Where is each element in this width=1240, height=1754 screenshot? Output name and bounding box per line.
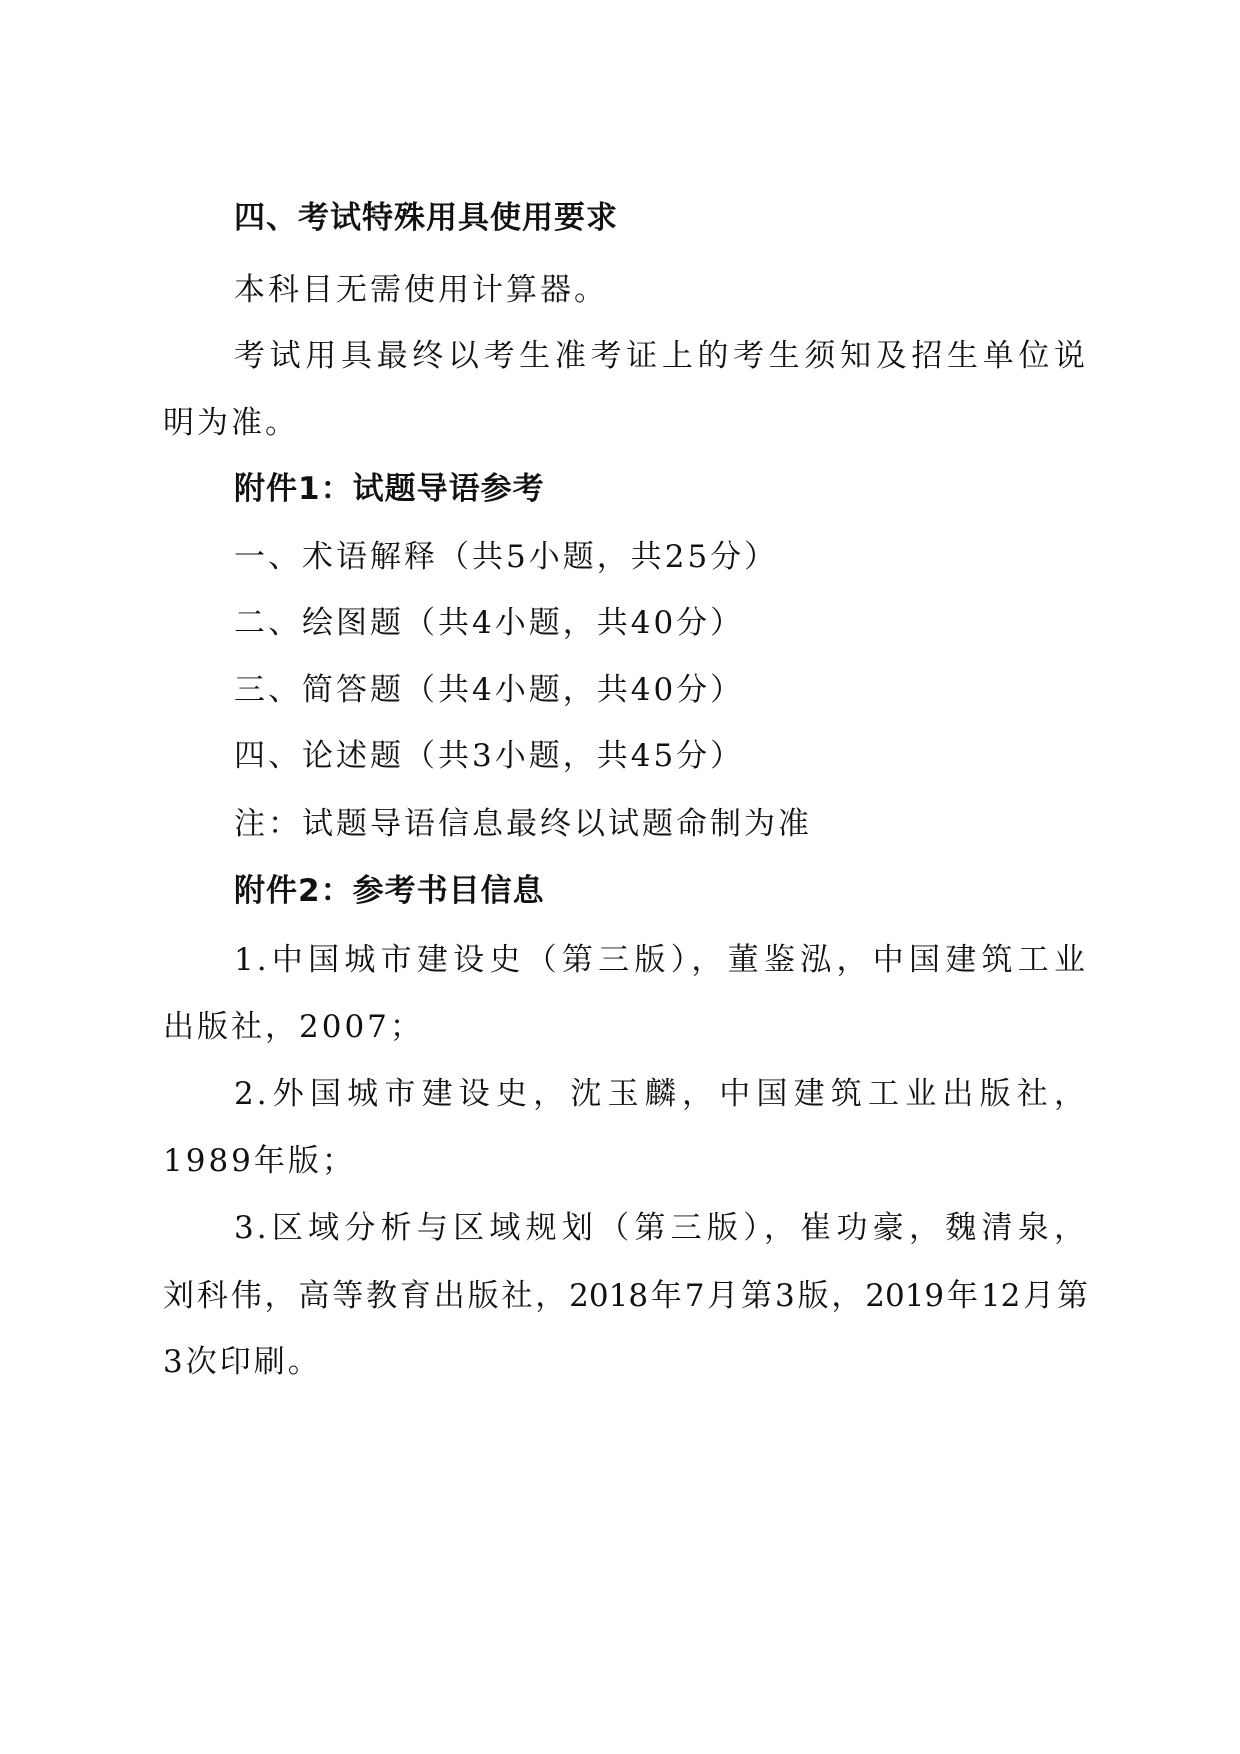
book-entry-3-line2: 刘科伟，高等教育出版社，2018年7月第3版，2019年12月第	[163, 1278, 1088, 1314]
question-type-item: 一、术语解释（共5小题，共25分）	[234, 539, 779, 575]
question-type-item: 二、绘图题（共4小题，共40分）	[234, 605, 745, 641]
book-entry-3-line1: 3.区域分析与区域规划（第三版），崔功豪，魏清泉，	[234, 1210, 1088, 1246]
book-entry-2-line1: 2.外国城市建设史，沈玉麟，中国建筑工业出版社，	[234, 1076, 1088, 1112]
question-type-item: 三、简答题（共4小题，共40分）	[234, 672, 745, 708]
tools-note-line2: 明为准。	[163, 405, 299, 441]
question-type-item: 四、论述题（共3小题，共45分）	[234, 738, 745, 774]
appendix1-note: 注：试题导语信息最终以试题命制为准	[234, 806, 812, 842]
appendix1-heading: 附件1：试题导语参考	[234, 471, 545, 507]
book-entry-1-line1: 1.中国城市建设史（第三版），董鉴泓，中国建筑工业	[234, 942, 1088, 978]
calculator-note: 本科目无需使用计算器。	[234, 272, 608, 308]
book-entry-2-line2: 1989年版；	[163, 1143, 356, 1179]
tools-note-line1: 考试用具最终以考生准考证上的考生须知及招生单位说	[234, 338, 1088, 374]
section-heading-special-tools: 四、考试特殊用具使用要求	[234, 200, 618, 236]
appendix2-heading: 附件2：参考书目信息	[234, 873, 545, 909]
book-entry-3-line3: 3次印刷。	[163, 1344, 322, 1380]
book-entry-1-line2: 出版社，2007；	[163, 1009, 424, 1045]
